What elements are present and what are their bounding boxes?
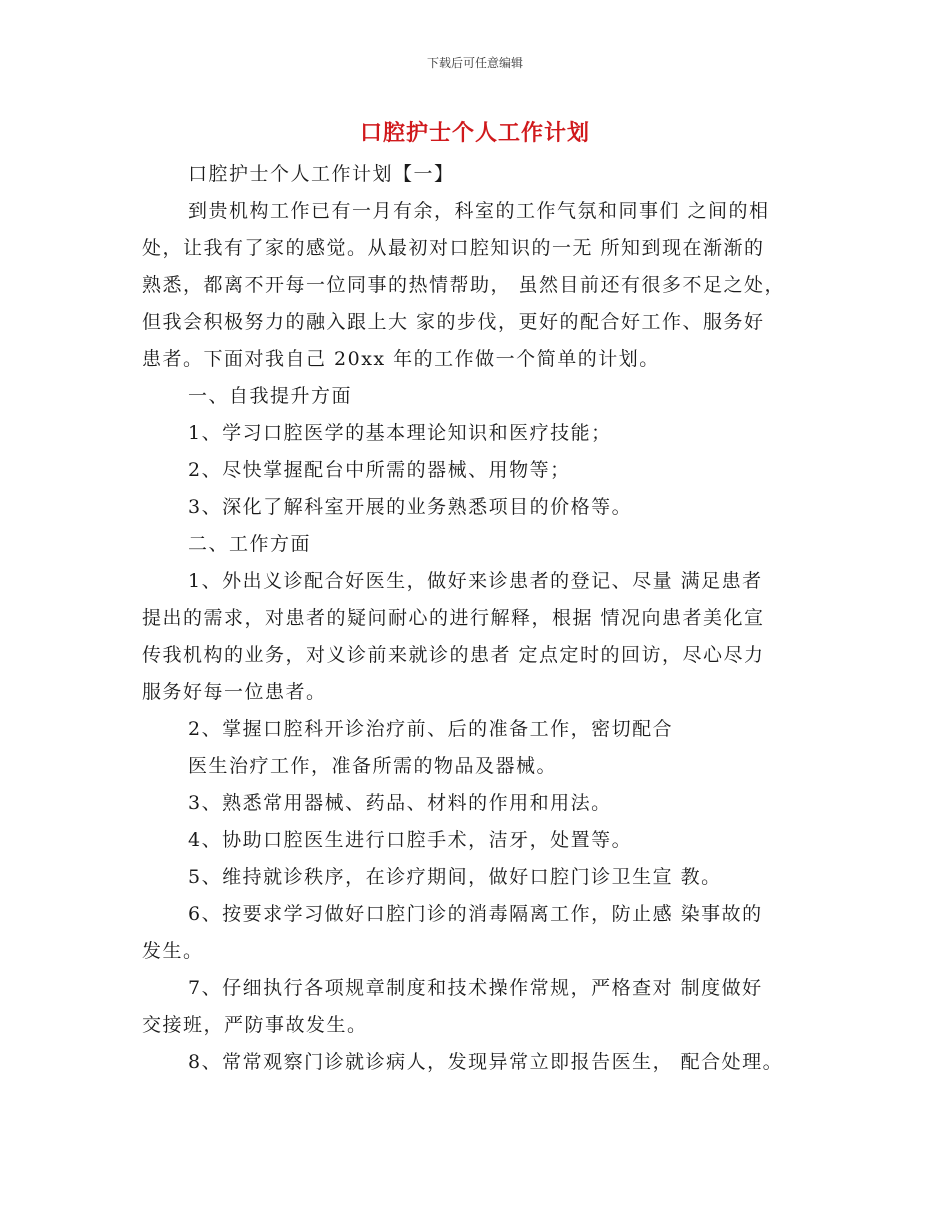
document-title: 口腔护士个人工作计划 — [359, 121, 590, 146]
list-item-continuation: 服务好每一位患者。 — [142, 681, 327, 703]
list-item-continuation: 医生治疗工作，准备所需的物品及器械。 — [188, 755, 558, 777]
list-item: 6、按要求学习做好口腔门诊的消毒隔离工作，防止感 染事故的 — [188, 903, 763, 925]
list-item: 1、外出义诊配合好医生，做好来诊患者的登记、尽量 满足患者 — [188, 570, 763, 592]
paragraph-line: 处，让我有了家的感觉。从最初对口腔知识的一无 所知到现在渐渐的 — [142, 237, 765, 259]
list-item-continuation: 传我机构的业务，对义诊前来就诊的患者 定点定时的回访，尽心尽力 — [142, 644, 765, 666]
paragraph-line: 但我会积极努力的融入跟上大 家的步伐，更好的配合好工作、服务好 — [142, 311, 765, 333]
list-item: 8、常常观察门诊就诊病人，发现异常立即报告医生， 配合处理。 — [188, 1051, 784, 1073]
paragraph-line: 到贵机构工作已有一月有余，科室的工作气氛和同事们 之间的相 — [188, 200, 770, 222]
list-item: 4、协助口腔医生进行口腔手术，洁牙，处置等。 — [188, 829, 633, 851]
subsection-heading: 二、工作方面 — [188, 533, 312, 555]
list-item: 5、维持就诊秩序，在诊疗期间，做好口腔门诊卫生宣 教。 — [188, 866, 722, 888]
header-note: 下载后可任意编辑 — [426, 56, 523, 70]
section-heading: 口腔护士个人工作计划【一】 — [188, 163, 455, 185]
list-item-continuation: 交接班，严防事故发生。 — [142, 1014, 368, 1036]
list-item: 3、熟悉常用器械、药品、材料的作用和用法。 — [188, 792, 612, 814]
paragraph-line: 患者。下面对我自己 20xx 年的工作做一个简单的计划。 — [142, 348, 660, 370]
paragraph-line: 熟悉，都离不开每一位同事的热情帮助， 虽然目前还有很多不足之处， — [142, 274, 786, 296]
subsection-heading: 一、自我提升方面 — [188, 385, 353, 407]
list-item: 7、仔细执行各项规章制度和技术操作常规，严格查对 制度做好 — [188, 977, 763, 999]
list-item: 2、掌握口腔科开诊治疗前、后的准备工作，密切配合 — [188, 718, 674, 740]
list-item: 2、尽快掌握配台中所需的器械、用物等； — [188, 459, 571, 481]
list-item-continuation: 发生。 — [142, 940, 204, 962]
list-item-continuation: 提出的需求，对患者的疑问耐心的进行解释，根据 情况向患者美化宣 — [142, 607, 765, 629]
list-item: 3、深化了解科室开展的业务熟悉项目的价格等。 — [188, 496, 633, 518]
document-body — [142, 156, 822, 1081]
list-item: 1、学习口腔医学的基本理论知识和医疗技能； — [188, 422, 612, 444]
